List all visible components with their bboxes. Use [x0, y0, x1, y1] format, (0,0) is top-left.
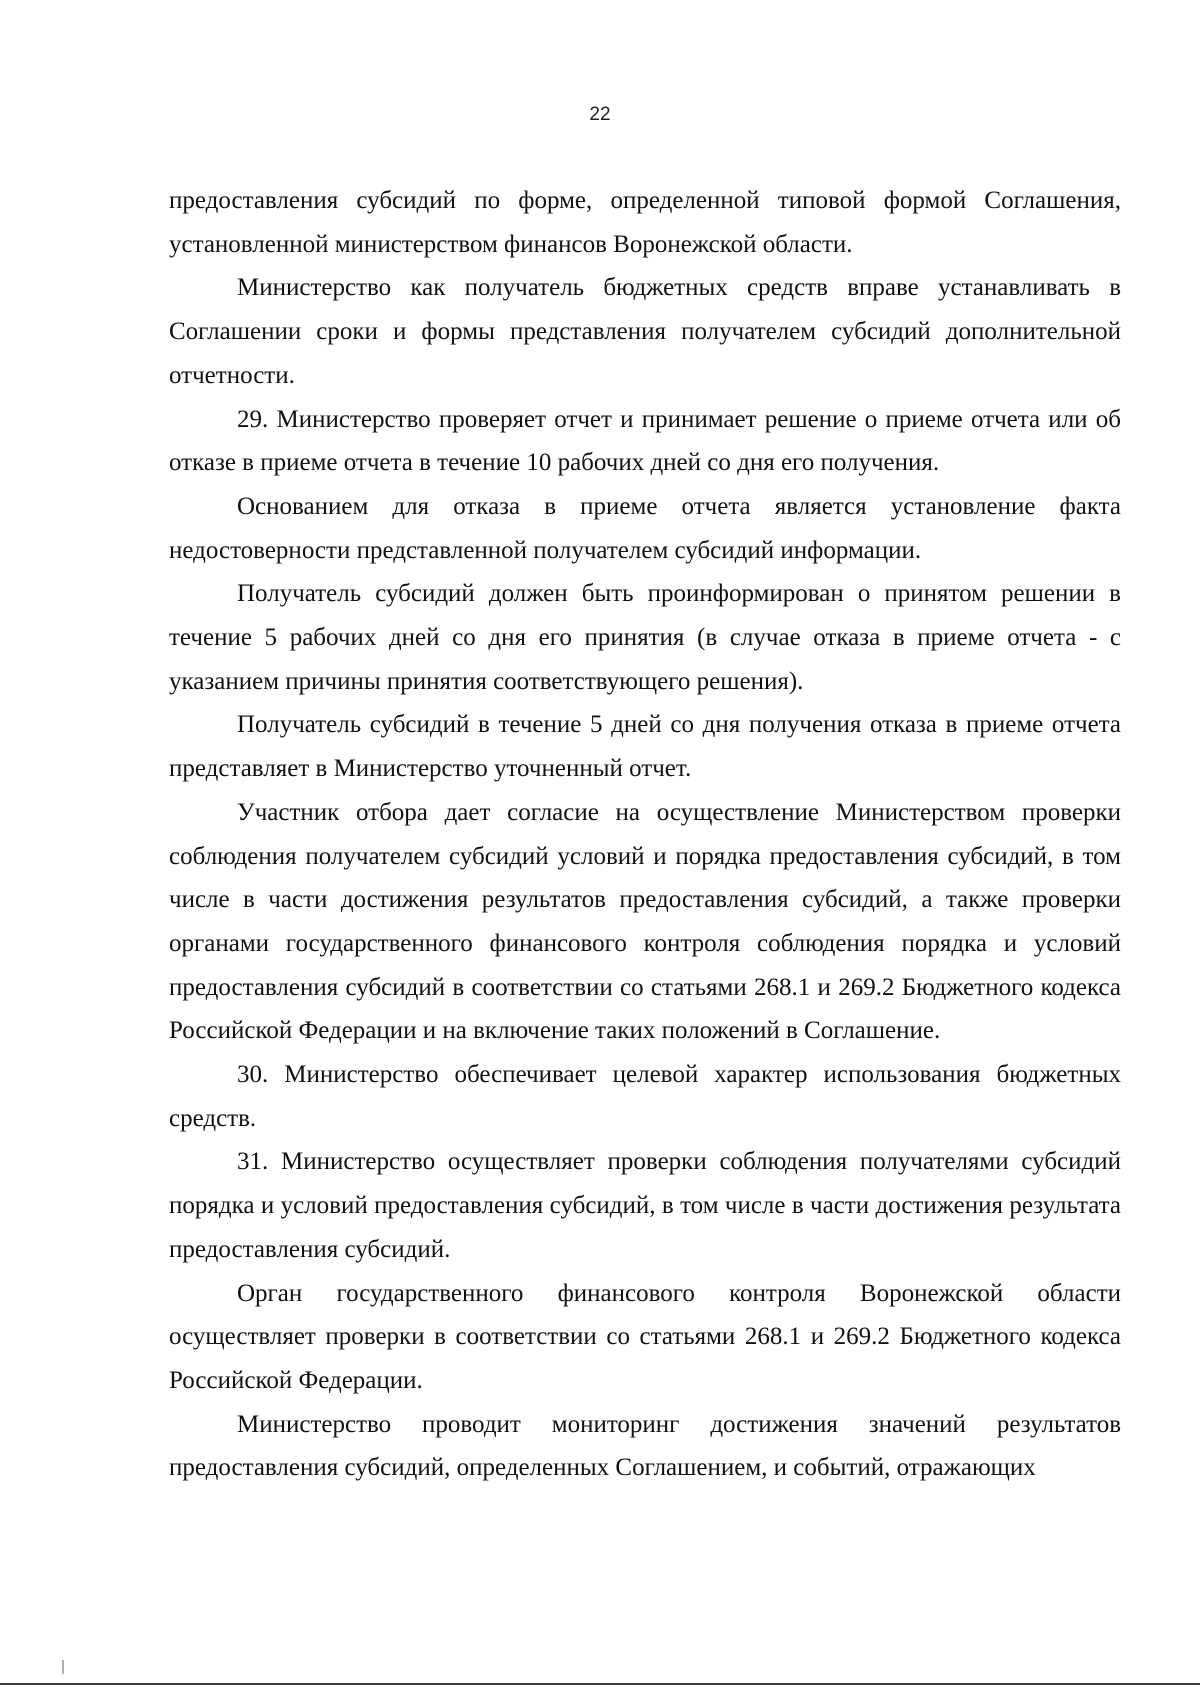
paragraph-continuation: предоставления субсидий по форме, определенной типовой формой Соглашения, установленной министерством финансов Воронежской области. [169, 187, 1121, 258]
paragraph-control-body: Орган государственного финансового контроля Воронежской области осуществляет проверки в соответствии со статьями 268.1 и 269.2 Бюджетного кодекса Российской Федерации. [169, 1279, 1121, 1394]
paragraph-30: 30. Министерство обеспечивает целевой характер использования бюджетных средств. [169, 1061, 1121, 1132]
paragraph-consent: Участник отбора дает согласие на осуществление Министерством проверки соблюдения получателем субсидий условий и порядка предоставления субсидий, в том числе в части достижения результатов предоставления субсидий, а также проверки органами государственного финансового контроля соблюдения порядка и условий предоставления субсидий в соответствии со статьями 268.1 и 269.2 Бюджетного кодекса Российской Федерации и на включение таких положений в Соглашение. [169, 798, 1121, 1045]
paragraph-31: 31. Министерство осуществляет проверки соблюдения получателями субсидий порядка и условий предоставления субсидий, в том числе в части достижения результата предоставления субсидий. [169, 1148, 1121, 1263]
page-number: 22 [589, 104, 611, 125]
paragraph-additional-reporting: Министерство как получатель бюджетных средств вправе устанавливать в Соглашении сроки и формы представления получателем субсидий дополнительной отчетности. [169, 274, 1121, 389]
page-bottom-rule [0, 1683, 1200, 1685]
paragraph-refusal-grounds: Основанием для отказа в приеме отчета является установление факта недостоверности представленной получателем субсидий информации. [169, 492, 1121, 564]
scan-artifact [62, 1660, 64, 1674]
paragraph-revised-report: Получатель субсидий в течение 5 дней со дня получения отказа в приеме отчета представляет в Министерство уточненный отчет. [169, 711, 1121, 783]
paragraph-monitoring: Министерство проводит мониторинг достижения значений результатов предоставления субсидий, определенных Соглашением, и событий, отражающих [169, 1410, 1121, 1482]
document-body [169, 179, 1121, 1490]
paragraph-29: 29. Министерство проверяет отчет и принимает решение о приеме отчета или об отказе в приеме отчета в течение 10 рабочих дней со дня его получения. [169, 405, 1121, 477]
paragraph-notification: Получатель субсидий должен быть проинформирован о принятом решении в течение 5 рабочих дней со дня его принятия (в случае отказа в приеме отчета - с указанием причины принятия соответствующего решения). [169, 580, 1121, 695]
